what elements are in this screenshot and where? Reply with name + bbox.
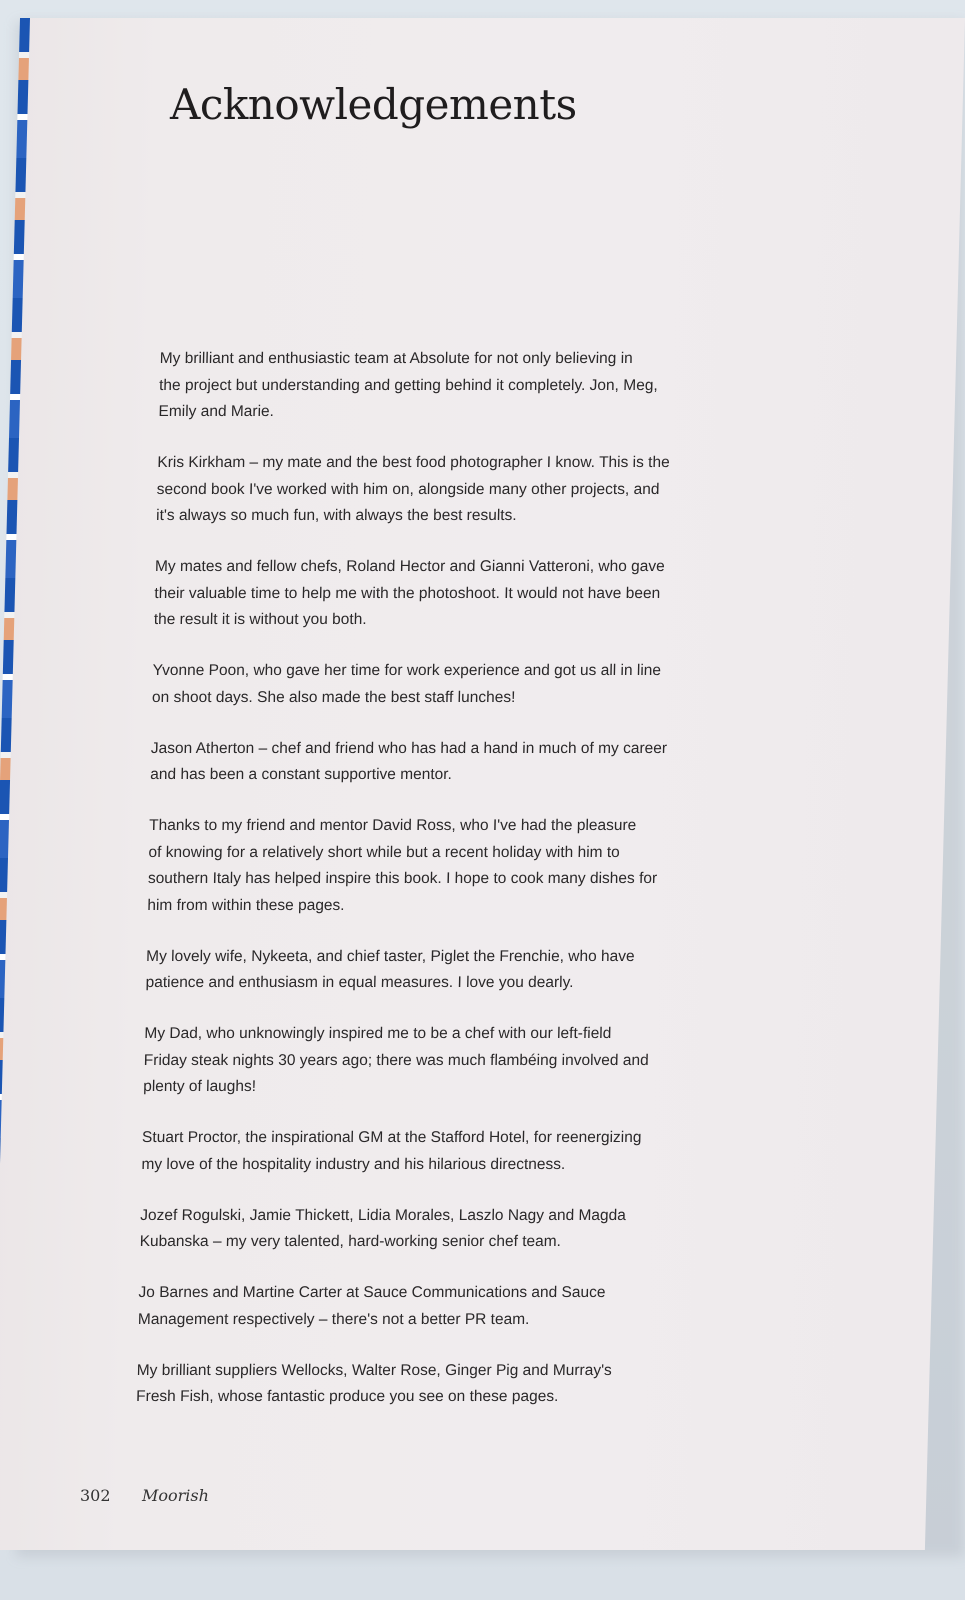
paragraph: Jo Barnes and Martine Carter at Sauce Communications and Sauce Management respectively – there's not a better PR team. — [137, 1284, 606, 1328]
paragraph: My Dad, who unknowingly inspired me to be a chef with our left-field Friday steak nights 30 years ago; there was much flambéing involved and plenty of laughs! — [143, 1025, 649, 1095]
paragraph: My brilliant and enthusiastic team at Absolute for not only believing in the project but understanding and getting behind it completely. Jon, Meg, Emily and Marie. — [158, 350, 658, 420]
paragraph: My lovely wife, Nykeeta, and chief taster, Piglet the Frenchie, who have patience and enthusiasm in equal measures. I love you dearly. — [145, 947, 635, 991]
paragraph: Kris Kirkham – my mate and the best food photographer I know. This is the second book I've worked with him on, alongside many other projects, and it's always so much fun, with always the best results. — [155, 454, 670, 524]
acknowledgements-body — [135, 346, 750, 1435]
paragraph: Jason Atherton – chef and friend who has had a hand in much of my career and has been a constant supportive mentor. — [150, 739, 668, 783]
paragraph: Yvonne Poon, who gave her time for work experience and got us all in line on shoot days. She also made the best staff lunches! — [151, 662, 662, 706]
page-title: Acknowledgements — [170, 80, 577, 129]
page-footer — [80, 1486, 209, 1505]
paragraph: Stuart Proctor, the inspirational GM at the Stafford Hotel, for reenergizing my love of the hospitality industry and his hilarious directness. — [141, 1129, 642, 1173]
page-number: 302 — [80, 1486, 111, 1505]
paragraph: My mates and fellow chefs, Roland Hector and Gianni Vatteroni, who gave their valuable time to help me with the photoshoot. It would not have been the result it is without you both. — [153, 558, 665, 628]
paragraph: Jozef Rogulski, Jamie Thickett, Lidia Morales, Laszlo Nagy and Magda Kubanska – my very talented, hard-working senior chef team. — [139, 1206, 627, 1250]
book-title: Moorish — [142, 1486, 209, 1505]
paragraph: My brilliant suppliers Wellocks, Walter Rose, Ginger Pig and Murray's Fresh Fish, whose fantastic produce you see on these pages. — [135, 1361, 612, 1405]
paragraph: Thanks to my friend and mentor David Ross, who I've had the pleasure of knowing for a relatively short while but a recent holiday with him to southern Italy has helped inspire this book. I hope to cook many dishes for him from within these pages. — [147, 817, 658, 914]
